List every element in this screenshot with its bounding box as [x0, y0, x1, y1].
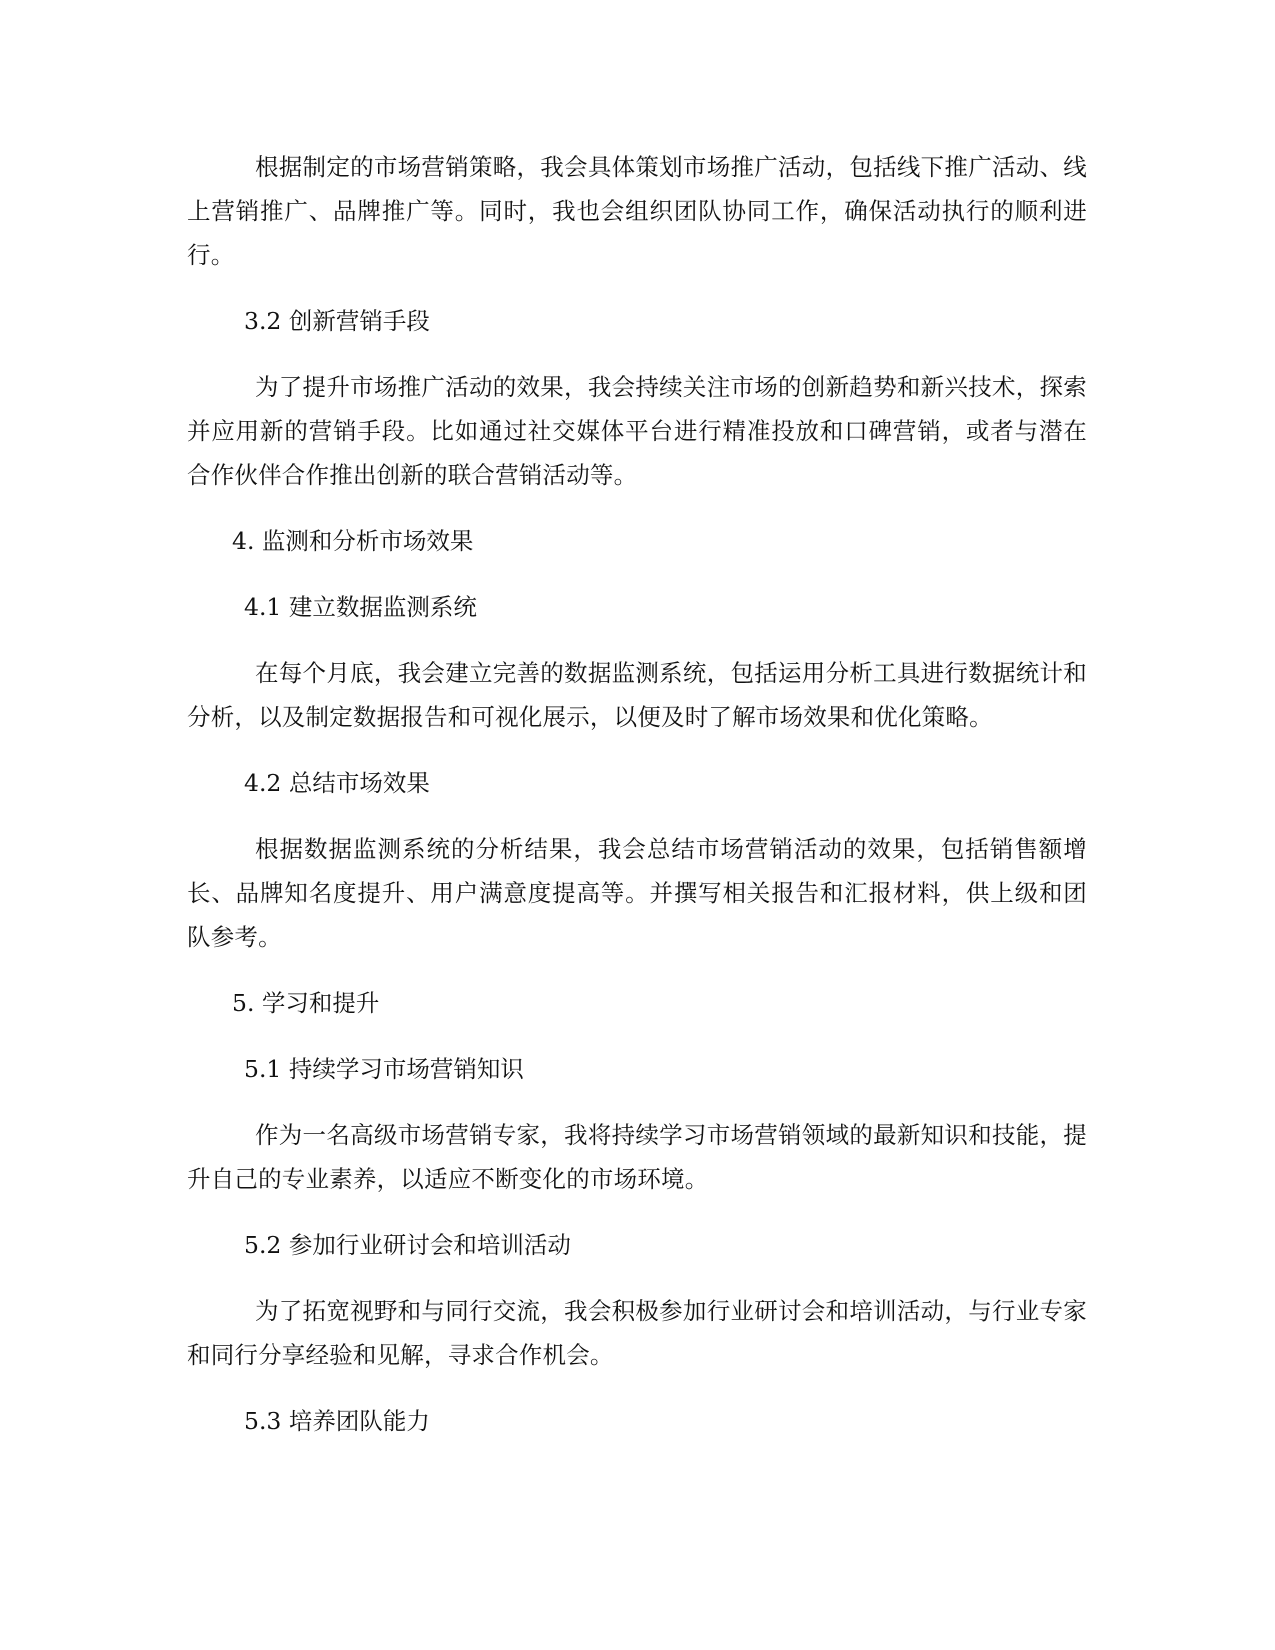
- document-body: [187, 145, 1087, 1465]
- heading-5-1: 5.1 持续学习市场营销知识: [244, 1055, 524, 1083]
- heading-4: 4. 监测和分析市场效果: [232, 527, 474, 555]
- heading-3-2: 3.2 创新营销手段: [244, 307, 430, 335]
- paragraph-innovation: 为了提升市场推广活动的效果，我会持续关注市场的创新趋势和新兴技术，探索并应用新的营销手段。比如通过社交媒体平台进行精准投放和口碑营销，或者与潜在合作伙伴合作推出创新的联合营销活动等。: [187, 373, 1087, 489]
- paragraph-learning: 作为一名高级市场营销专家，我将持续学习市场营销领域的最新知识和技能，提升自己的专业素养，以适应不断变化的市场环境。: [187, 1121, 1087, 1193]
- heading-4-1: 4.1 建立数据监测系统: [244, 593, 477, 621]
- paragraph-summary: 根据数据监测系统的分析结果，我会总结市场营销活动的效果，包括销售额增长、品牌知名度提升、用户满意度提高等。并撰写相关报告和汇报材料，供上级和团队参考。: [187, 835, 1087, 951]
- paragraph-data-monitoring: 在每个月底，我会建立完善的数据监测系统，包括运用分析工具进行数据统计和分析，以及制定数据报告和可视化展示，以便及时了解市场效果和优化策略。: [187, 659, 1087, 731]
- paragraph-activity-planning: 根据制定的市场营销策略，我会具体策划市场推广活动，包括线下推广活动、线上营销推广、品牌推广等。同时，我也会组织团队协同工作，确保活动执行的顺利进行。: [187, 153, 1087, 269]
- heading-4-2: 4.2 总结市场效果: [244, 769, 430, 797]
- paragraph-seminars: 为了拓宽视野和与同行交流，我会积极参加行业研讨会和培训活动，与行业专家和同行分享经验和见解，寻求合作机会。: [187, 1297, 1087, 1369]
- heading-5-2: 5.2 参加行业研讨会和培训活动: [244, 1231, 571, 1259]
- heading-5-3: 5.3 培养团队能力: [244, 1407, 430, 1435]
- heading-5: 5. 学习和提升: [232, 989, 380, 1017]
